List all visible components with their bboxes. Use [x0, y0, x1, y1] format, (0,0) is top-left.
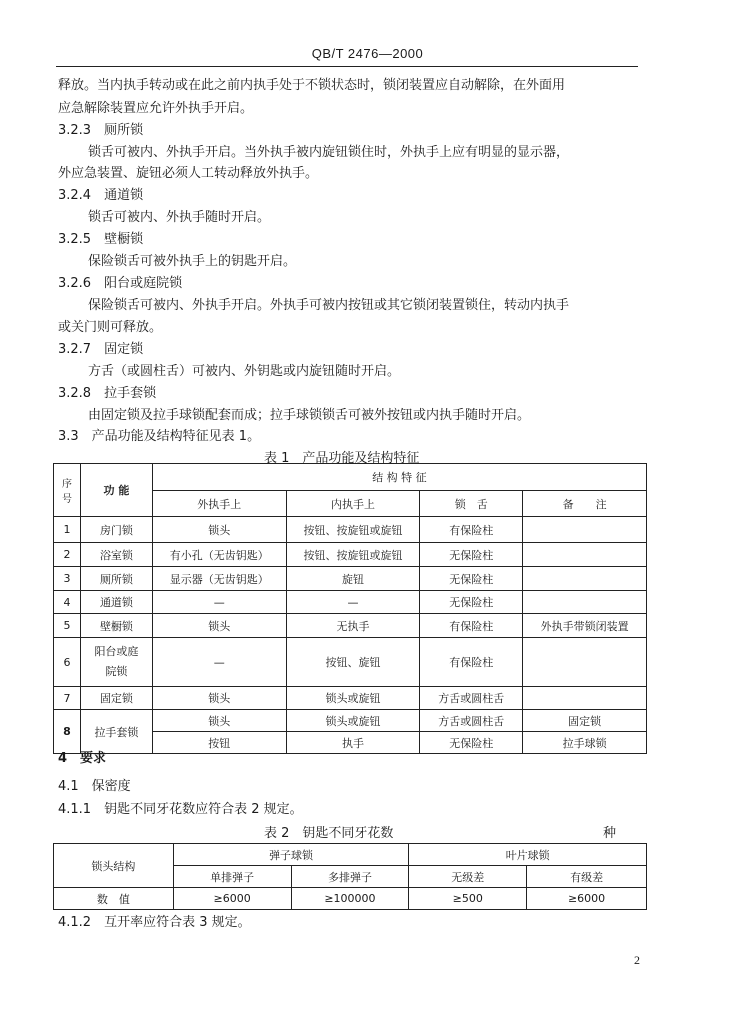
cell: 无保险柱 — [420, 543, 523, 567]
subheader-inner: 内执手上 — [286, 491, 420, 517]
subheader-latch: 锁 舌 — [420, 491, 523, 517]
cell: 锁头 — [152, 687, 286, 710]
section-heading: 3.2.7 固定锁 — [58, 342, 144, 357]
section-heading: 3.2.6 阳台或庭院锁 — [58, 276, 183, 291]
table-row — [54, 591, 647, 614]
table-row — [54, 614, 647, 638]
cell: 6 — [54, 638, 81, 687]
paragraph-line: 方舌（或圆柱舌）可被内、外钥匙或内旋钮随时开启。 — [88, 364, 401, 379]
cell: 锁头 — [152, 614, 286, 638]
cell: 有保险柱 — [420, 517, 523, 543]
cell: 房门锁 — [80, 517, 152, 543]
header-function: 功 能 — [80, 464, 152, 517]
section-heading: 4.1 保密度 — [58, 779, 131, 794]
paragraph-line: 由固定锁及拉手球锁配套而成；拉手球锁锁舌可被外按钮或内执手随时开启。 — [88, 408, 531, 423]
cell: ≥100000 — [291, 888, 409, 910]
cell: 2 — [54, 543, 81, 567]
cell: — — [152, 591, 286, 614]
lock-structure-header: 锁头结构 — [54, 844, 174, 888]
table1 — [53, 463, 647, 754]
cell: 无保险柱 — [420, 567, 523, 591]
cell: ≥6000 — [173, 888, 291, 910]
cell: 固定锁 — [80, 687, 152, 710]
cell — [523, 567, 647, 591]
paragraph-line: 4.1.2 互开率应符合表 3 规定。 — [58, 915, 251, 930]
cell — [523, 638, 647, 687]
cell: 按钮、按旋钮或旋钮 — [286, 517, 420, 543]
wafer-header: 叶片球锁 — [409, 844, 647, 866]
table-row — [54, 517, 647, 543]
cell: ≥6000 — [527, 888, 647, 910]
cell — [523, 687, 647, 710]
cell: 锁头 — [152, 517, 286, 543]
cell: 数 值 — [54, 888, 174, 910]
table-row — [54, 638, 647, 687]
cell: 壁橱锁 — [80, 614, 152, 638]
cell: 拉手套锁 — [80, 710, 152, 754]
paragraph-line: 锁舌可被内、外执手随时开启。 — [88, 210, 271, 225]
section-heading: 3.2.8 拉手套锁 — [58, 386, 157, 401]
cell: 4 — [54, 591, 81, 614]
header-structure: 结 构 特 征 — [152, 464, 646, 491]
table2-caption: 表 2 钥匙不同牙花数 — [264, 826, 394, 841]
subheader-note: 备 注 — [523, 491, 647, 517]
cell: 5 — [54, 614, 81, 638]
cell: 无保险柱 — [420, 591, 523, 614]
cell: 厕所锁 — [80, 567, 152, 591]
pin-tumbler-header: 弹子球锁 — [173, 844, 409, 866]
table-row — [54, 543, 647, 567]
cell: 无执手 — [286, 614, 420, 638]
cell: 按钮 — [152, 732, 286, 754]
section-heading: 3.2.5 壁橱锁 — [58, 232, 144, 247]
cell: 有小孔（无齿钥匙） — [152, 543, 286, 567]
cell: 有级差 — [527, 866, 647, 888]
cell: 方舌或圆柱舌 — [420, 687, 523, 710]
section-heading: 3.2.3 厕所锁 — [58, 123, 144, 138]
section-heading: 4 要求 — [58, 751, 107, 766]
cell: 单排弹子 — [173, 866, 291, 888]
table-row — [54, 567, 647, 591]
cell: — — [286, 591, 420, 614]
cell — [523, 543, 647, 567]
cell: 浴室锁 — [80, 543, 152, 567]
paragraph-line: 3.3 产品功能及结构特征见表 1。 — [58, 429, 261, 444]
cell: 外执手带锁闭装置 — [523, 614, 647, 638]
subheader-outer: 外执手上 — [152, 491, 286, 517]
cell: 按钮、旋钮 — [286, 638, 420, 687]
header-rule — [56, 66, 638, 67]
paragraph-line: 应急解除装置应允许外执手开启。 — [58, 101, 254, 116]
table-row — [54, 888, 647, 910]
cell: 固定锁 — [523, 710, 647, 732]
cell: 阳台或庭院锁 — [80, 638, 152, 687]
cell: 通道锁 — [80, 591, 152, 614]
paragraph-line: 4.1.1 钥匙不同牙花数应符合表 2 规定。 — [58, 802, 303, 817]
table2 — [53, 843, 647, 910]
cell: 锁头或旋钮 — [286, 710, 420, 732]
header-seq: 序号 — [54, 464, 81, 517]
paragraph-line: 或关门则可释放。 — [58, 320, 163, 335]
cell: 有保险柱 — [420, 614, 523, 638]
paragraph-line: 保险锁舌可被外执手上的钥匙开启。 — [88, 254, 297, 269]
cell: 7 — [54, 687, 81, 710]
cell: 锁头 — [152, 710, 286, 732]
cell — [523, 591, 647, 614]
paragraph-line: 释放。当内执手转动或在此之前内执手处于不锁状态时，锁闭装置应自动解除，在外面用 — [58, 78, 566, 93]
cell: 无级差 — [409, 866, 527, 888]
table2-unit: 种 — [603, 826, 617, 841]
cell: 拉手球锁 — [523, 732, 647, 754]
cell: 1 — [54, 517, 81, 543]
cell: 多排弹子 — [291, 866, 409, 888]
cell: 执手 — [286, 732, 420, 754]
table-row — [54, 710, 647, 732]
cell — [523, 517, 647, 543]
cell: 方舌或圆柱舌 — [420, 710, 523, 732]
cell: 3 — [54, 567, 81, 591]
page-number: 2 — [634, 953, 640, 967]
paragraph-line: 保险锁舌可被内、外执手开启。外执手可被内按钮或其它锁闭装置锁住，转动内执手 — [88, 298, 570, 313]
cell: — — [152, 638, 286, 687]
table-row — [54, 687, 647, 710]
cell: 按钮、按旋钮或旋钮 — [286, 543, 420, 567]
cell: 无保险柱 — [420, 732, 523, 754]
cell: 8 — [54, 710, 81, 754]
paragraph-line: 锁舌可被内、外执手开启。当外执手被内旋钮锁住时，外执手上应有明显的显示器， — [88, 145, 570, 160]
cell: 旋钮 — [286, 567, 420, 591]
section-heading: 3.2.4 通道锁 — [58, 188, 144, 203]
table1-caption: 表 1 产品功能及结构特征 — [264, 451, 420, 466]
cell: 显示器（无齿钥匙） — [152, 567, 286, 591]
cell: ≥500 — [409, 888, 527, 910]
paragraph-line: 外应急装置、旋钮必须人工转动释放外执手。 — [58, 166, 319, 181]
cell: 有保险柱 — [420, 638, 523, 687]
standard-header: QB/T 2476—2000 — [311, 46, 424, 61]
cell: 锁头或旋钮 — [286, 687, 420, 710]
